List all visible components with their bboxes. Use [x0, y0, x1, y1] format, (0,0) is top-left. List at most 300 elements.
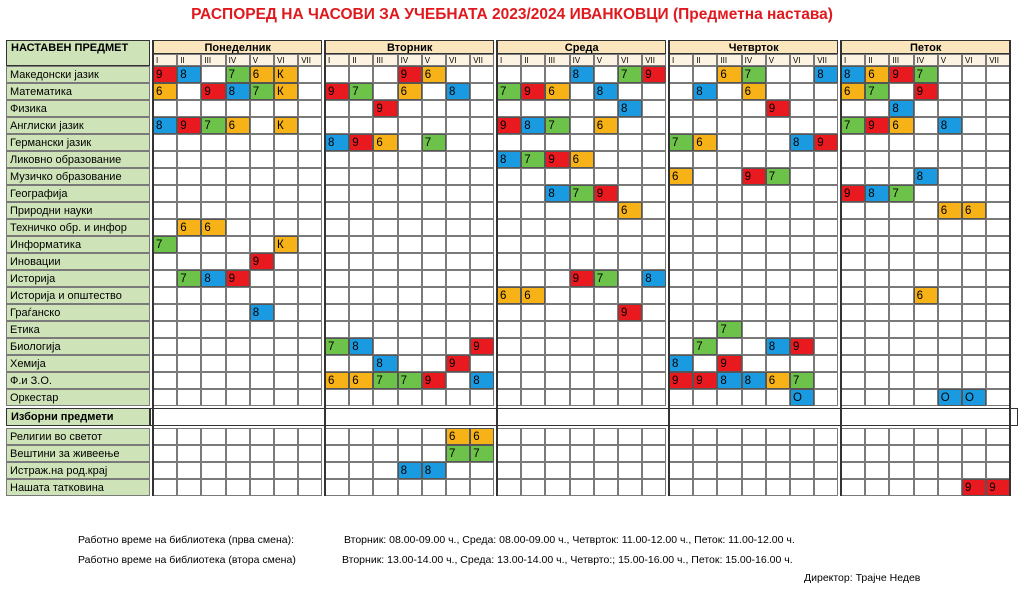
timetable-cell — [594, 134, 618, 151]
timetable-cell — [325, 151, 349, 168]
timetable-cell — [594, 236, 618, 253]
timetable-cell — [642, 185, 666, 202]
timetable-cell — [642, 236, 666, 253]
timetable-cell — [594, 287, 618, 304]
class-grade-cell: 6 — [742, 83, 766, 100]
timetable-cell — [594, 151, 618, 168]
class-grade-cell: 9 — [865, 117, 889, 134]
timetable-cell — [153, 372, 177, 389]
class-grade-cell: К — [274, 83, 298, 100]
timetable-cell — [570, 219, 594, 236]
class-grade-cell: 9 — [470, 338, 494, 355]
timetable-cell — [250, 100, 274, 117]
timetable-cell — [594, 462, 618, 479]
timetable-cell — [177, 287, 201, 304]
timetable-cell — [177, 428, 201, 445]
subject-name: Географија — [6, 185, 150, 202]
timetable-cell — [814, 428, 838, 445]
class-grade-cell: 9 — [986, 479, 1010, 496]
timetable-cell — [790, 253, 814, 270]
timetable-cell — [914, 202, 938, 219]
class-grade-cell: 9 — [226, 270, 250, 287]
timetable-cell — [422, 100, 446, 117]
class-grade-cell: 7 — [693, 338, 717, 355]
timetable-cell — [422, 151, 446, 168]
period-label: VI — [446, 54, 470, 66]
timetable-cell — [642, 287, 666, 304]
timetable-cell — [153, 151, 177, 168]
timetable-cell — [250, 428, 274, 445]
timetable-cell — [717, 287, 741, 304]
class-grade-cell: 9 — [177, 117, 201, 134]
timetable-cell — [669, 479, 693, 496]
class-grade-cell: 7 — [497, 83, 521, 100]
timetable-cell — [373, 321, 397, 338]
timetable-cell — [177, 389, 201, 406]
timetable-cell — [938, 185, 962, 202]
timetable-cell — [349, 236, 373, 253]
timetable-cell — [373, 219, 397, 236]
library-hours-first-shift-values: Вторник: 08.00-09.00 ч., Среда: 08.00-09.00 ч., Четврток: 11.00-12.00 ч., Петок: 11.00-12.00 ч. — [344, 534, 795, 546]
timetable-cell — [865, 338, 889, 355]
timetable-cell — [742, 219, 766, 236]
subject-name: Етика — [6, 321, 150, 338]
timetable-cell — [717, 338, 741, 355]
timetable-cell — [914, 479, 938, 496]
class-grade-cell: 8 — [177, 66, 201, 83]
timetable-cell — [570, 83, 594, 100]
timetable-cell — [594, 66, 618, 83]
timetable-cell — [325, 100, 349, 117]
page-title: РАСПОРЕД НА ЧАСОВИ ЗА УЧЕБНАТА 2023/2024 ИВАНКОВЦИ (Предметна настава) — [191, 6, 833, 23]
class-grade-cell: О — [790, 389, 814, 406]
timetable-cell — [497, 389, 521, 406]
timetable-cell — [274, 185, 298, 202]
timetable-cell — [497, 100, 521, 117]
timetable-cell — [349, 428, 373, 445]
timetable-cell — [521, 236, 545, 253]
timetable-cell — [742, 270, 766, 287]
timetable-cell — [446, 151, 470, 168]
timetable-cell — [274, 270, 298, 287]
period-label: VII — [470, 54, 494, 66]
timetable-cell — [398, 253, 422, 270]
timetable-cell — [841, 134, 865, 151]
timetable-cell — [497, 253, 521, 270]
day-separator — [668, 40, 670, 496]
timetable-cell — [497, 338, 521, 355]
day-header-3: Среда — [497, 40, 666, 54]
period-label: V — [422, 54, 446, 66]
class-grade-cell: 8 — [545, 185, 569, 202]
timetable-cell — [373, 287, 397, 304]
timetable-cell — [298, 219, 322, 236]
timetable-cell — [398, 100, 422, 117]
timetable-cell — [153, 202, 177, 219]
subject-name: Истраж.на род.крај — [6, 462, 150, 479]
timetable-cell — [153, 168, 177, 185]
class-grade-cell: 7 — [545, 117, 569, 134]
period-label: VI — [274, 54, 298, 66]
period-label: I — [497, 54, 521, 66]
timetable-cell — [446, 253, 470, 270]
timetable-cell — [962, 134, 986, 151]
period-label: I — [669, 54, 693, 66]
timetable-cell — [521, 321, 545, 338]
class-grade-cell: 9 — [153, 66, 177, 83]
timetable-cell — [742, 304, 766, 321]
timetable-cell — [226, 479, 250, 496]
timetable-cell — [889, 270, 913, 287]
timetable-cell — [594, 389, 618, 406]
class-grade-cell: 8 — [398, 462, 422, 479]
timetable-cell — [325, 287, 349, 304]
timetable-cell — [201, 168, 225, 185]
timetable-cell — [521, 168, 545, 185]
timetable-cell — [986, 219, 1010, 236]
period-label: VII — [814, 54, 838, 66]
period-label: I — [153, 54, 177, 66]
timetable-cell — [865, 389, 889, 406]
timetable-cell — [521, 304, 545, 321]
timetable-cell — [497, 445, 521, 462]
timetable-cell — [742, 185, 766, 202]
timetable-cell — [766, 253, 790, 270]
timetable-cell — [766, 134, 790, 151]
class-grade-cell: 9 — [889, 66, 913, 83]
timetable-cell — [742, 321, 766, 338]
timetable-cell — [865, 219, 889, 236]
timetable-cell — [349, 100, 373, 117]
timetable-cell — [545, 462, 569, 479]
class-grade-cell: 7 — [422, 134, 446, 151]
timetable-cell — [349, 117, 373, 134]
timetable-cell — [642, 202, 666, 219]
timetable-cell — [914, 134, 938, 151]
timetable-cell — [201, 253, 225, 270]
timetable-cell — [618, 445, 642, 462]
class-grade-cell: 6 — [914, 287, 938, 304]
timetable-cell — [914, 462, 938, 479]
timetable-cell — [274, 321, 298, 338]
timetable-cell — [497, 355, 521, 372]
class-grade-cell: 9 — [201, 83, 225, 100]
timetable-cell — [398, 219, 422, 236]
timetable-cell — [497, 270, 521, 287]
period-label: IV — [226, 54, 250, 66]
timetable-cell — [422, 253, 446, 270]
class-grade-cell: 8 — [497, 151, 521, 168]
timetable-cell — [618, 236, 642, 253]
timetable-cell — [325, 355, 349, 372]
period-label: VII — [642, 54, 666, 66]
timetable-cell — [938, 66, 962, 83]
timetable-cell — [274, 304, 298, 321]
timetable-cell — [790, 355, 814, 372]
class-grade-cell: 9 — [962, 479, 986, 496]
timetable-cell — [766, 445, 790, 462]
class-grade-cell: 8 — [226, 83, 250, 100]
timetable-cell — [669, 236, 693, 253]
class-grade-cell: 6 — [422, 66, 446, 83]
timetable-cell — [962, 372, 986, 389]
timetable-cell — [693, 100, 717, 117]
timetable-cell — [962, 66, 986, 83]
timetable-cell — [226, 428, 250, 445]
timetable-cell — [422, 270, 446, 287]
timetable-cell — [717, 270, 741, 287]
class-grade-cell: 6 — [717, 66, 741, 83]
timetable-cell — [693, 355, 717, 372]
timetable-cell — [545, 479, 569, 496]
timetable-cell — [865, 304, 889, 321]
timetable-cell — [446, 117, 470, 134]
class-grade-cell: 7 — [669, 134, 693, 151]
timetable-cell — [325, 219, 349, 236]
timetable-cell — [201, 134, 225, 151]
timetable-cell — [814, 338, 838, 355]
timetable-cell — [325, 253, 349, 270]
timetable-cell — [618, 372, 642, 389]
timetable-cell — [594, 304, 618, 321]
timetable-cell — [325, 270, 349, 287]
timetable-cell — [497, 219, 521, 236]
timetable-cell — [865, 253, 889, 270]
timetable-cell — [693, 253, 717, 270]
timetable-cell — [226, 321, 250, 338]
timetable-cell — [153, 338, 177, 355]
timetable-cell — [422, 83, 446, 100]
timetable-cell — [865, 445, 889, 462]
timetable-cell — [250, 389, 274, 406]
class-grade-cell: 8 — [766, 338, 790, 355]
timetable-cell — [470, 66, 494, 83]
timetable-cell — [298, 304, 322, 321]
class-grade-cell: 7 — [250, 83, 274, 100]
timetable-cell — [298, 185, 322, 202]
timetable-cell — [790, 66, 814, 83]
timetable-cell — [298, 253, 322, 270]
timetable-cell — [373, 236, 397, 253]
timetable-cell — [914, 445, 938, 462]
timetable-cell — [693, 236, 717, 253]
section-header-electives: Изборни предмети — [6, 408, 150, 426]
timetable-cell — [298, 270, 322, 287]
timetable-cell — [841, 287, 865, 304]
timetable-cell — [177, 151, 201, 168]
timetable-cell — [325, 304, 349, 321]
timetable-cell — [841, 479, 865, 496]
timetable-cell — [742, 428, 766, 445]
timetable-cell — [986, 236, 1010, 253]
class-grade-cell: 8 — [669, 355, 693, 372]
timetable-cell — [274, 462, 298, 479]
period-label: I — [325, 54, 349, 66]
class-grade-cell: 8 — [889, 100, 913, 117]
subject-name: Природни науки — [6, 202, 150, 219]
timetable-cell — [914, 236, 938, 253]
timetable-cell — [470, 202, 494, 219]
timetable-cell — [298, 236, 322, 253]
timetable-cell — [642, 304, 666, 321]
timetable-cell — [790, 479, 814, 496]
timetable-cell — [298, 462, 322, 479]
timetable-cell — [373, 253, 397, 270]
timetable-cell — [669, 445, 693, 462]
class-grade-cell: 8 — [841, 66, 865, 83]
timetable-cell — [325, 462, 349, 479]
timetable-cell — [177, 185, 201, 202]
timetable-cell — [274, 100, 298, 117]
library-hours-second-shift-label: Работно време на библиотека (втора смена) — [78, 554, 296, 566]
timetable-cell — [446, 100, 470, 117]
timetable-cell — [570, 253, 594, 270]
timetable-cell — [349, 219, 373, 236]
timetable-cell — [398, 287, 422, 304]
timetable-cell — [986, 304, 1010, 321]
timetable-cell — [274, 338, 298, 355]
timetable-cell — [545, 338, 569, 355]
timetable-cell — [545, 134, 569, 151]
timetable-cell — [545, 355, 569, 372]
timetable-cell — [642, 168, 666, 185]
timetable-cell — [373, 428, 397, 445]
timetable-cell — [962, 253, 986, 270]
subject-name: Македонски јазик — [6, 66, 150, 83]
timetable-cell — [422, 355, 446, 372]
timetable-cell — [986, 355, 1010, 372]
timetable-cell — [298, 445, 322, 462]
timetable-cell — [717, 168, 741, 185]
class-grade-cell: 7 — [717, 321, 741, 338]
timetable-cell — [201, 428, 225, 445]
timetable-cell — [274, 479, 298, 496]
timetable-cell — [841, 428, 865, 445]
timetable-cell — [298, 338, 322, 355]
timetable-cell — [841, 168, 865, 185]
timetable-cell — [298, 134, 322, 151]
timetable-cell — [865, 236, 889, 253]
timetable-cell — [373, 445, 397, 462]
timetable-cell — [226, 100, 250, 117]
timetable-cell — [790, 83, 814, 100]
timetable-cell — [938, 372, 962, 389]
timetable-cell — [717, 445, 741, 462]
class-grade-cell: 6 — [693, 134, 717, 151]
class-grade-cell: 6 — [446, 428, 470, 445]
timetable-cell — [398, 355, 422, 372]
timetable-cell — [986, 117, 1010, 134]
timetable-cell — [226, 168, 250, 185]
timetable-cell — [422, 202, 446, 219]
timetable-cell — [865, 321, 889, 338]
period-label: III — [201, 54, 225, 66]
class-grade-cell: 6 — [938, 202, 962, 219]
timetable-cell — [521, 270, 545, 287]
timetable-cell — [693, 151, 717, 168]
class-grade-cell: 8 — [790, 134, 814, 151]
timetable-cell — [889, 236, 913, 253]
timetable-cell — [962, 117, 986, 134]
timetable-cell — [250, 185, 274, 202]
timetable-cell — [422, 321, 446, 338]
timetable-cell — [618, 287, 642, 304]
timetable-cell — [422, 185, 446, 202]
timetable-cell — [766, 428, 790, 445]
class-grade-cell: 7 — [790, 372, 814, 389]
timetable-cell — [398, 151, 422, 168]
subject-name: Граѓанско — [6, 304, 150, 321]
timetable-cell — [914, 304, 938, 321]
class-grade-cell: 8 — [865, 185, 889, 202]
timetable-cell — [298, 428, 322, 445]
timetable-cell — [790, 462, 814, 479]
timetable-cell — [669, 270, 693, 287]
timetable-cell — [889, 389, 913, 406]
timetable-cell — [618, 168, 642, 185]
timetable-cell — [865, 372, 889, 389]
period-label: VII — [298, 54, 322, 66]
timetable-cell — [373, 270, 397, 287]
timetable-cell — [153, 355, 177, 372]
timetable-cell — [717, 253, 741, 270]
timetable-cell — [642, 117, 666, 134]
class-grade-cell: 6 — [889, 117, 913, 134]
timetable-cell — [446, 202, 470, 219]
timetable-cell — [962, 445, 986, 462]
timetable-cell — [398, 236, 422, 253]
period-label: II — [177, 54, 201, 66]
timetable-cell — [201, 479, 225, 496]
class-grade-cell: 8 — [693, 83, 717, 100]
class-grade-cell: О — [938, 389, 962, 406]
timetable-cell — [841, 304, 865, 321]
timetable-cell — [642, 321, 666, 338]
timetable-cell — [570, 321, 594, 338]
timetable-cell — [841, 372, 865, 389]
timetable-cell — [422, 219, 446, 236]
timetable-cell — [250, 372, 274, 389]
timetable-cell — [153, 287, 177, 304]
timetable-cell — [814, 270, 838, 287]
timetable-cell — [914, 151, 938, 168]
class-grade-cell: 6 — [349, 372, 373, 389]
timetable-cell — [226, 338, 250, 355]
timetable-cell — [153, 185, 177, 202]
timetable-cell — [938, 304, 962, 321]
timetable-cell — [865, 134, 889, 151]
timetable-cell — [446, 479, 470, 496]
class-grade-cell: 7 — [446, 445, 470, 462]
timetable-cell — [790, 236, 814, 253]
class-grade-cell: 8 — [642, 270, 666, 287]
timetable-cell — [226, 389, 250, 406]
timetable-cell — [250, 287, 274, 304]
timetable-cell — [766, 321, 790, 338]
timetable-cell — [986, 270, 1010, 287]
timetable-cell — [889, 372, 913, 389]
subject-name: Хемија — [6, 355, 150, 372]
timetable-cell — [790, 168, 814, 185]
timetable-cell — [790, 219, 814, 236]
class-grade-cell: 9 — [398, 66, 422, 83]
timetable-cell — [618, 338, 642, 355]
class-grade-cell: 6 — [570, 151, 594, 168]
timetable-cell — [986, 287, 1010, 304]
timetable-cell — [986, 428, 1010, 445]
class-grade-cell: 7 — [201, 117, 225, 134]
timetable-cell — [521, 219, 545, 236]
